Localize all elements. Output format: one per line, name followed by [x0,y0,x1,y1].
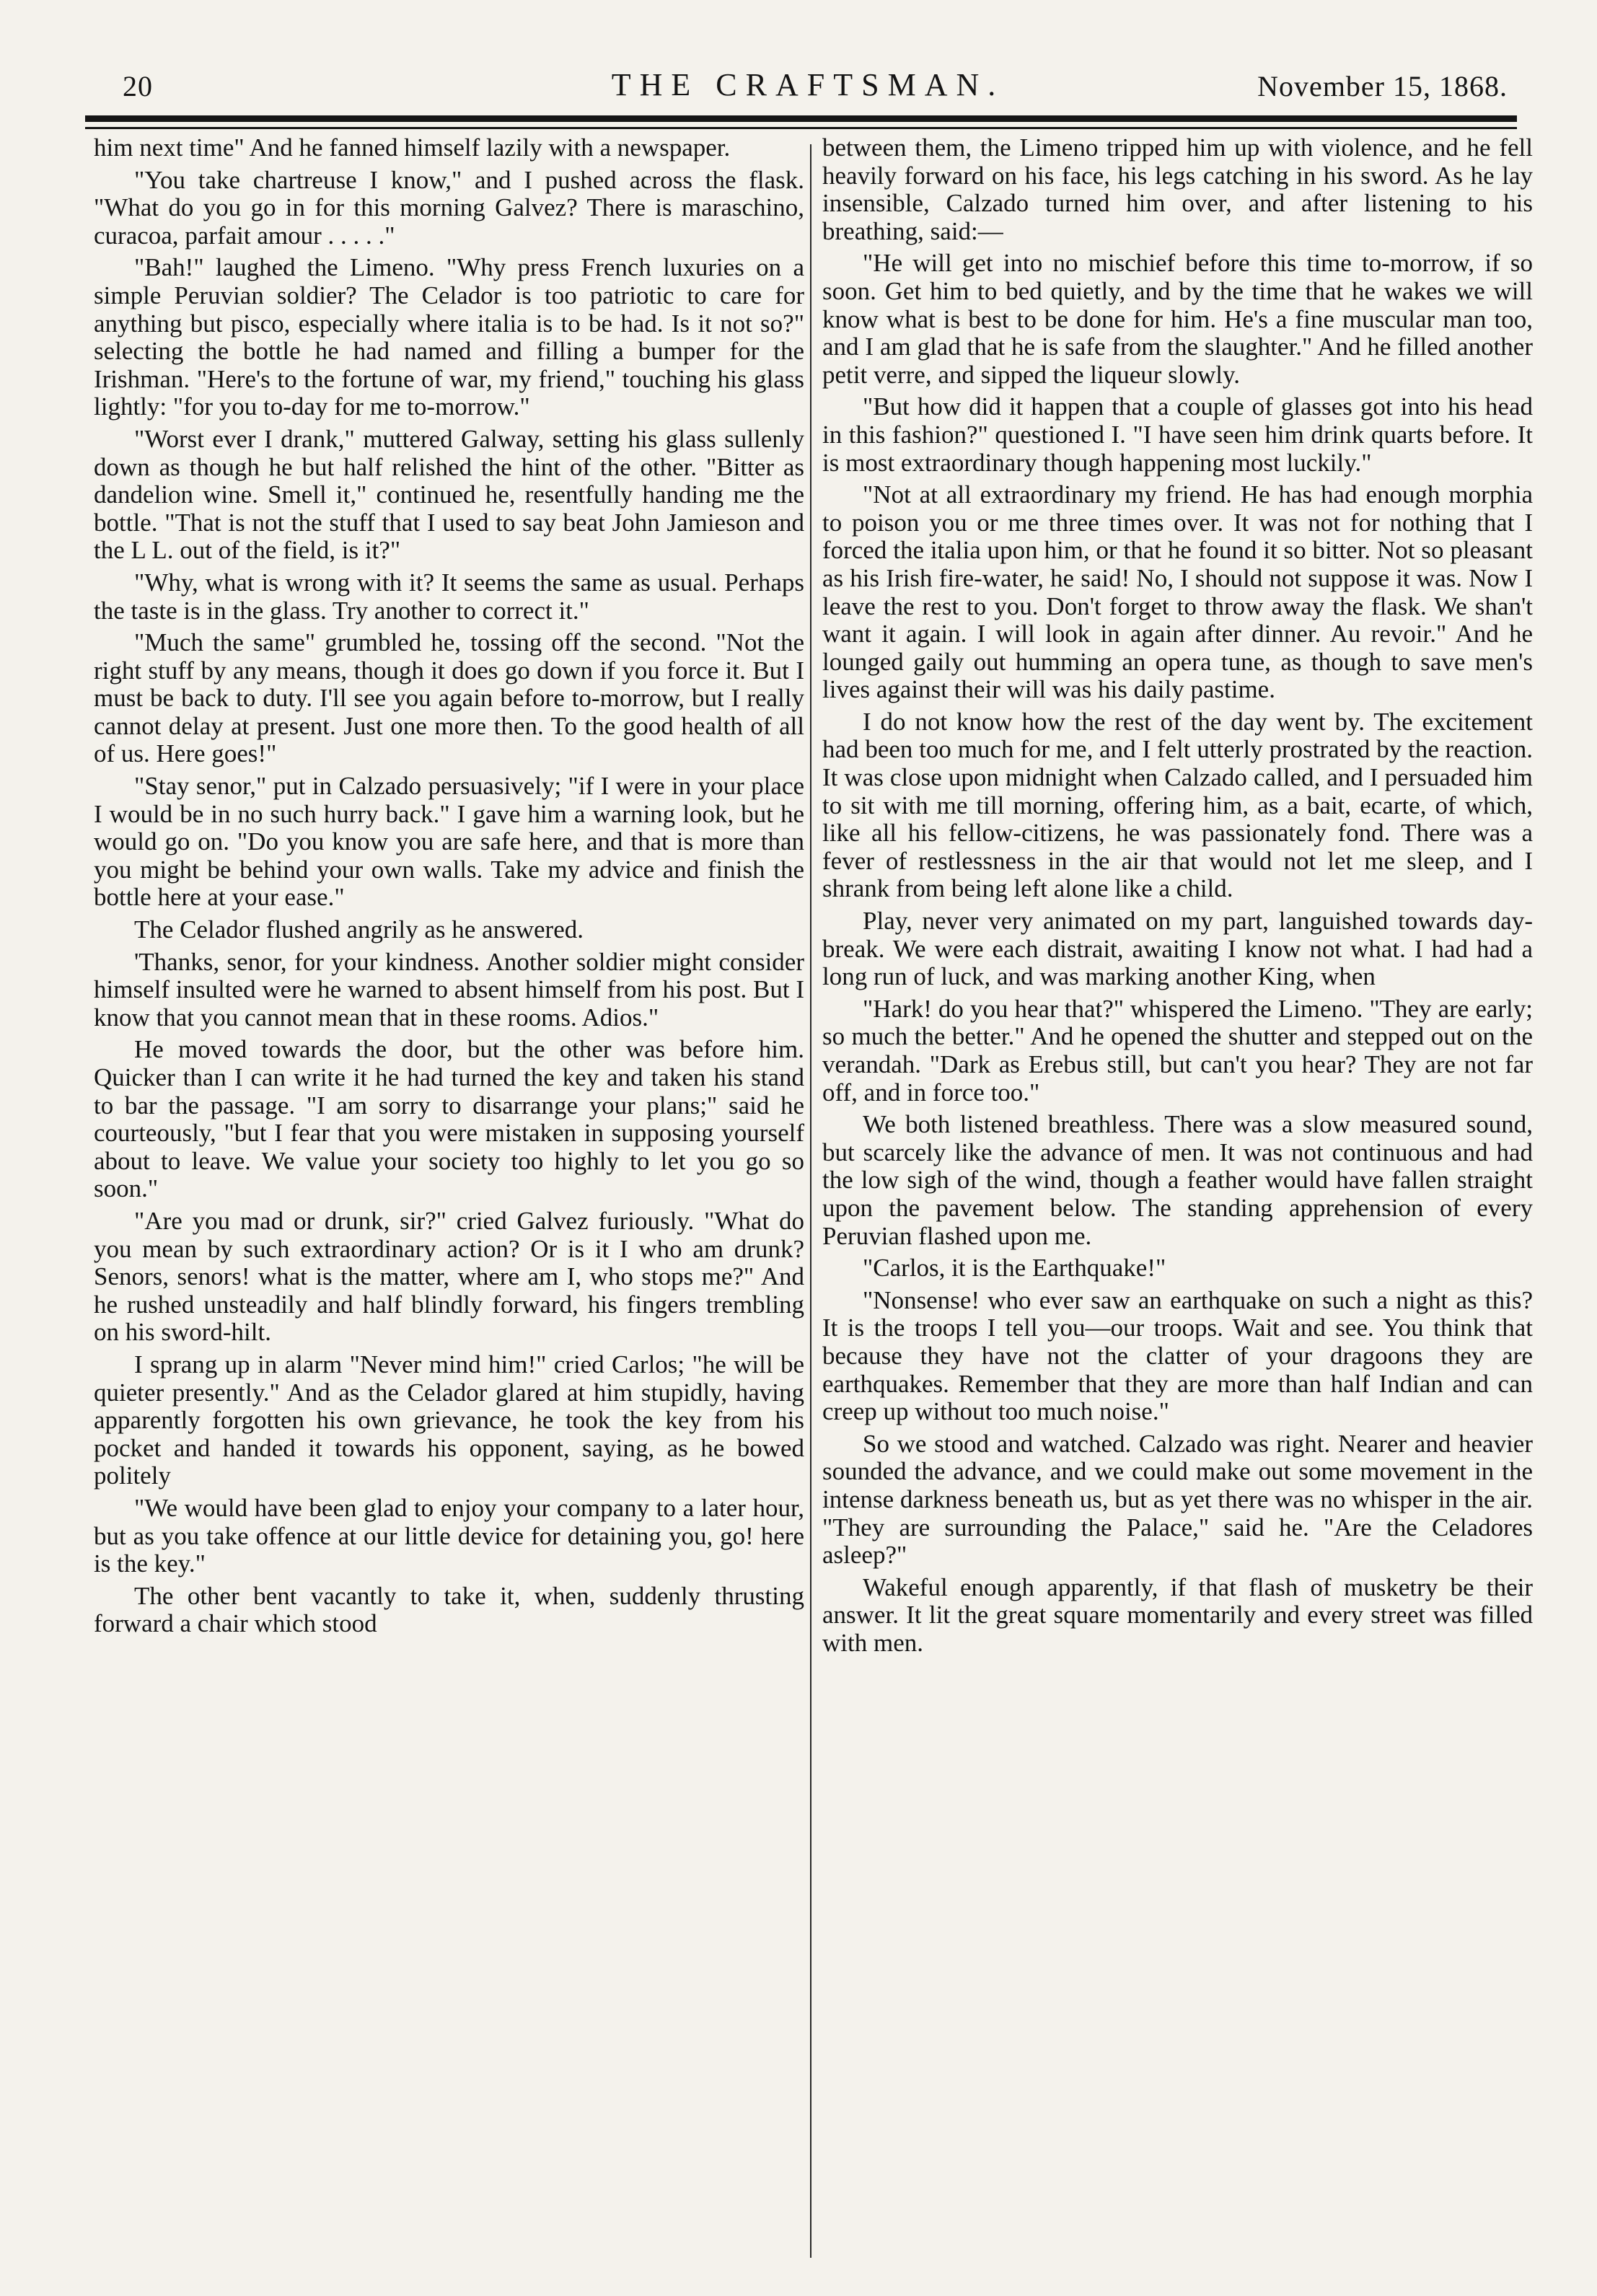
page-header [108,66,1508,117]
paragraph: The Celador flushed angrily as he answered. [134,915,584,944]
paragraph: "Stay senor," put in Calzado persuasively; "if I were in your place I would be in no such hurry back." I gave him a warning look, but he would go on. "Do you know you are safe here, and that is more than you might be behind your own walls. Take my advice and finish the bottle here at your ease." [94,772,804,912]
paragraph: "Are you mad or drunk, sir?" cried Galvez furiously. "What do you mean by such extraordinary action? Or is it I who am drunk? Senors, senors! what is the matter, where am I, who stops me?" And he rushed unsteadily and half blindly forward, his fingers trembling on his sword-hilt. [94,1206,804,1347]
column-divider [810,144,811,2258]
paragraph: Wakeful enough apparently, if that flash of musketry be their answer. It lit the great square momentarily and every street was filled with men. [822,1573,1533,1657]
header-rule-thin [85,127,1517,129]
paragraph: He moved towards the door, but the other was before him. Quicker than I can write it he had turned the key and taken his stand to bar the passage. "I am sorry to disarrange your plans;" said he courteously, "but I fear that you were mistaken in supposing yourself about to leave. We value your society too highly to let you go so soon." [94,1035,804,1203]
paragraph: him next time" And he fanned himself lazily with a newspaper. [94,133,731,162]
paragraph: "You take chartreuse I know," and I pushed across the flask. "What do you go in for this morning Galvez? There is maraschino, curacoa, parfait amour . . . . ." [94,165,804,250]
paragraph: We both listened breathless. There was a slow measured sound, but scarcely like the advance of men. It was not continuous and had the low sigh of the wind, though a feather would have fallen straight upon the pavement below. The standing apprehension of every Peruvian flashed upon me. [822,1110,1533,1250]
paragraph: between them, the Limeno tripped him up with violence, and he fell heavily forward on his face, his legs catching in his sword. As he lay insensible, Calzado turned him over, and after listening to his breathing, said:— [822,133,1533,245]
paragraph: "We would have been glad to enjoy your company to a later hour, but as you take offence at our little device for detaining you, go! here is the key." [94,1493,804,1578]
paragraph: "He will get into no mischief before this time to-morrow, if so soon. Get him to bed quietly, and by the time that he wakes we will know what is best to be done for him. He's a fine muscular man too, and I am glad that he is safe from the slaughter." And he filled another petit verre, and sipped the liqueur slowly. [822,249,1533,389]
paragraph: So we stood and watched. Calzado was right. Nearer and heavier sounded the advance, and we could make out some movement in the intense darkness beneath us, but as yet there was no whisper in the air. "They are surrounding the Palace," said he. "Are the Celadores asleep?" [822,1429,1533,1570]
header-rule-thick [85,115,1517,122]
paragraph: The other bent vacantly to take it, when, suddenly thrusting forward a chair which stood [94,1581,804,1638]
masthead-title: THE CRAFTSMAN. [611,67,1005,102]
paragraph: "Worst ever I drank," muttered Galway, setting his glass sullenly down as though he but half relished the hint of the other. "Bitter as dandelion wine. Smell it," continued he, resentfully handing me the bottle. "That is not the stuff that I used to say beat John Jamieson and the L L. out of the field, is it?" [94,424,804,565]
paragraph: "Hark! do you hear that?" whispered the Limeno. "They are early; so much the better." And he opened the shutter and stepped out on the verandah. "Dark as Erebus still, but can't you hear? They are not far off, and in force too." [822,994,1533,1107]
issue-date: November 15, 1868. [1257,70,1508,102]
paragraph: "Carlos, it is the Earthquake!" [863,1254,1166,1283]
paragraph: 'Thanks, senor, for your kindness. Another soldier might consider himself insulted were he warned to absent himself from his post. But I know that you cannot mean that in these rooms. Adios." [94,947,804,1032]
paragraph: "Much the same" grumbled he, tossing off the second. "Not the right stuff by any means, though it does go down if you force it. But I must be back to duty. I'll see you again before to-morrow, but I really cannot delay at present. Just one more then. To the good health of all of us. Here goes!" [94,628,804,768]
paragraph: I sprang up in alarm "Never mind him!" cried Carlos; "he will be quieter presently." And as the Celador glared at him stupidly, having apparently forgotten his own grievance, he took the key from his pocket and handed it towards his opponent, saying, as he bowed politely [94,1350,804,1490]
page-number: 20 [123,70,153,102]
paragraph: "Bah!" laughed the Limeno. "Why press French luxuries on a simple Peruvian soldier? The Celador is too patriotic to care for anything but pisco, especially where italia is to be had. Is it not so?" selecting the bottle he had named and filling a bumper for the Irishman. "Here's to the fortune of war, my friend," touching his glass lightly: "for you to-day for me to-morrow." [94,253,804,421]
paragraph: "But how did it happen that a couple of glasses got into his head in this fashion?" questioned I. "I have seen him drink quarts before. It is most extraordinary though happening most luckily." [822,392,1533,477]
paragraph: "Why, what is wrong with it? It seems the same as usual. Perhaps the taste is in the glass. Try another to correct it." [94,568,804,625]
paragraph: "Not at all extraordinary my friend. He has had enough morphia to poison you or me three times over. It was not for nothing that I forced the italia upon him, or that he found it so bitter. Not so pleasant as his Irish fire-water, he said! No, I should not suppose it was. Now I leave the rest to you. Don't forget to throw away the flask. We shan't want it again. I will look in again after dinner. Au revoir." And he lounged gaily out humming an opera tune, as though to save men's lives against their will was his daily pastime. [822,480,1533,704]
paragraph: Play, never very animated on my part, languished towards day-break. We were each distrait, awaiting I know not what. I had had a long run of luck, and was marking another King, when [822,907,1533,991]
right-column [822,134,1533,1657]
paragraph: "Nonsense! who ever saw an earthquake on such a night as this? It is the troops I tell you—our troops. Wait and see. You think that because they have not the clatter of your dragoons they are earthquakes. Remember that they are more than half Indian and can creep up without too much noise." [822,1285,1533,1426]
paragraph: I do not know how the rest of the day went by. The excitement had been too much for me, and I felt utterly prostrated by the reaction. It was close upon midnight when Calzado called, and I persuaded him to sit with me till morning, offering him, as a bait, ecarte, of which, like all his fellow-citizens, he was passionately fond. There was a fever of restlessness in the air that would not let me sleep, and I shrank from being left alone like a child. [822,707,1533,903]
left-column [94,134,804,1638]
